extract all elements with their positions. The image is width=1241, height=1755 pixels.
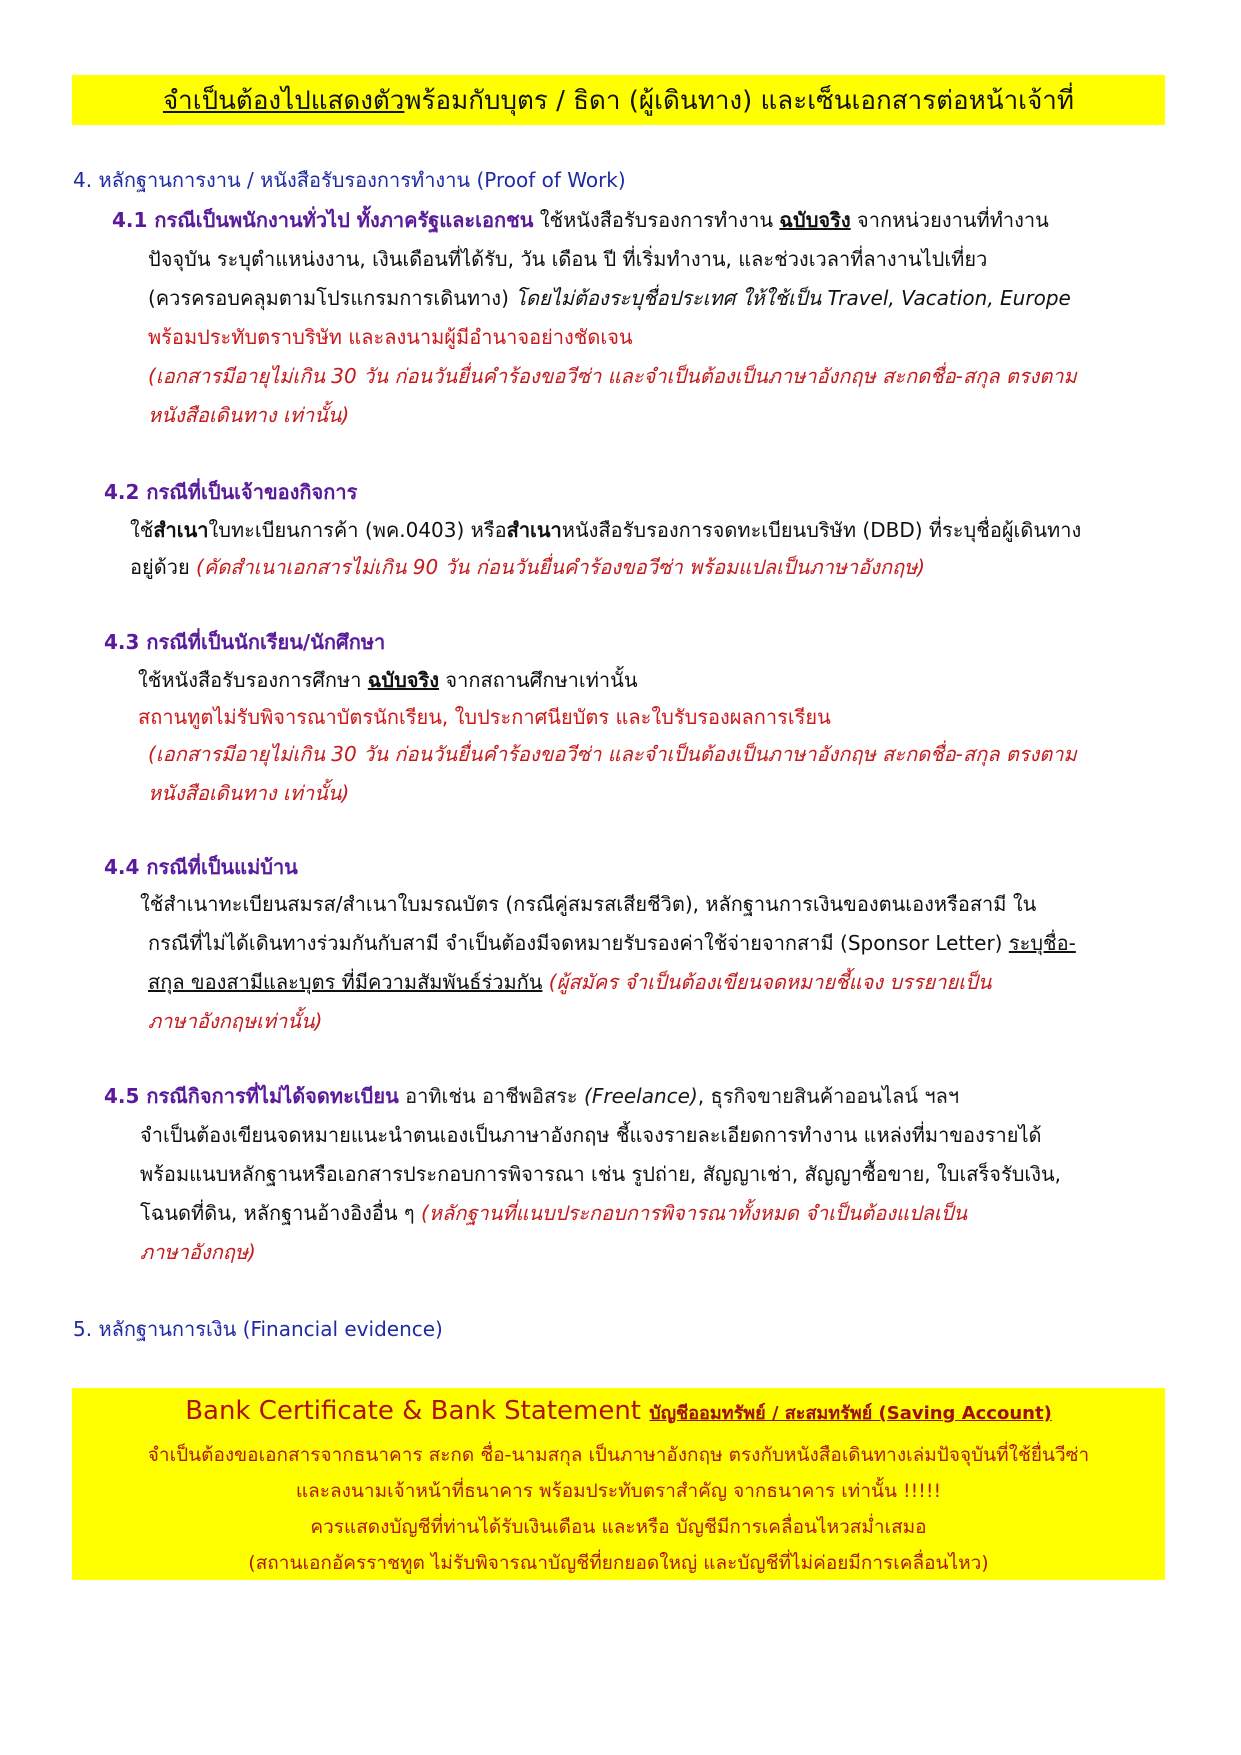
s42-copy-1: สำเนา [153,518,209,542]
bank-line-4: (สถานเอกอัครราชทูต ไม่รับพิจารณาบัญชีที่ยกยอดใหญ่ และบัญชีที่ไม่ค่อยมีการเคลื่อนไหว) [248,1552,989,1574]
bank-requirement-box [72,1388,1165,1580]
banner-emphasis: จำเป็นต้องไปแสดงตัว [162,85,405,116]
s43-line-3: (เอกสารมีอายุไม่เกิน 30 วัน ก่อนวันยื่นคำร้องขอวีซ่า และจำเป็นต้องเป็นภาษาอังกฤษ สะกดชื่อ-สกุล ตรงตาม [148,742,1077,766]
s42-t4: อยู่ด้วย [130,555,197,579]
s43-line-2: สถานทูตไม่รับพิจารณาบัตรนักเรียน, ใบประกาศนียบัตร และใบรับรองผลการเรียน [138,705,831,729]
s45-label: 4.5 กรณีกิจการที่ไม่ได้จดทะเบียน [104,1084,399,1108]
s41-line-3 [148,284,1071,312]
s41-line-6: หนังสือเดินทาง เท่านั้น) [148,403,350,427]
s42-line-2 [130,553,925,581]
s41-line-2: ปัจจุบัน ระบุตำแหน่งงาน, เงินเดือนที่ได้รับ, วัน เดือน ปี ที่เริ่มทำงาน, และช่วงเวลาที่ลางานไปเที่ยว [148,247,988,271]
s45-note: (หลักฐานที่แนบประกอบการพิจารณาทั้งหมด จำเป็นต้องแปลเป็น [421,1201,968,1225]
s41-country-note: โดยไม่ต้องระบุชื่อประเทศ ให้ใช้เป็น Travel, Vacation, Europe [515,286,1071,310]
s41-line-5: (เอกสารมีอายุไม่เกิน 30 วัน ก่อนวันยื่นคำร้องขอวีซ่า และจำเป็นต้องเป็นภาษาอังกฤษ สะกดชื่อ-สกุล ตรงตาม [148,364,1077,388]
s42-copy-2: สำเนา [506,518,562,542]
s45-line-1: จำเป็นต้องเขียนจดหมายแนะนำตนเองเป็นภาษาอังกฤษ ชี้แจงรายละเอียดการทำงาน แหล่งที่มาของรายได้ [140,1123,1042,1147]
s44-line-2 [148,929,1076,957]
s41-text-end: จากหน่วยงานที่ทำงาน [850,208,1049,232]
s45-freelance: (Freelance) [584,1084,698,1108]
s42-t3: หนังสือรับรองการจดทะเบียนบริษัท (DBD) ที่ระบุชื่อผู้เดินทาง [561,518,1082,542]
bank-title-text: Bank Certificate & Bank Statement [185,1396,650,1426]
s44-underlined-1: ระบุชื่อ- [1008,931,1076,955]
s44-line-4: ภาษาอังกฤษเท่านั้น) [148,1009,323,1033]
s43-t1: ใช้หนังสือรับรองการศึกษา [138,668,368,692]
s45-t1: อาทิเช่น อาชีพอิสระ [398,1084,585,1108]
bank-title [72,1396,1165,1427]
s41-line-1 [112,206,1049,234]
s42-t1: ใช้ [130,518,154,542]
s44-line-1: ใช้สำเนาทะเบียนสมรส/สำเนาใบมรณบัตร (กรณีคู่สมรสเสียชีวิต), หลักฐานการเงินของตนเองหรือสามี ใน [140,892,1037,916]
s41-label: 4.1 กรณีเป็นพนักงานทั่วไป ทั้งภาครัฐและเอกชน [112,208,534,232]
s45-line-3 [140,1199,967,1227]
s44-underlined-2: สกุล ของสามีและบุตร ที่มีความสัมพันธ์ร่วมกัน [148,970,543,994]
s42-line-1 [130,516,1081,544]
s43-original-doc: ฉบับจริง [367,668,440,692]
s43-heading: 4.3 กรณีที่เป็นนักเรียน/นักศึกษา [104,630,386,654]
bank-account-type: บัญชีออมทรัพย์ / สะสมทรัพย์ (Saving Account) [649,1403,1052,1424]
s42-note: (คัดสำเนาเอกสารไม่เกิน 90 วัน ก่อนวันยื่นคำร้องขอวีซ่า พร้อมแปลเป็นภาษาอังกฤษ) [196,555,926,579]
s44-heading: 4.4 กรณีที่เป็นแม่บ้าน [104,855,298,879]
s43-line-1 [138,666,638,694]
s45-line-4: ภาษาอังกฤษ) [140,1240,256,1264]
s42-heading: 4.2 กรณีที่เป็นเจ้าของกิจการ [104,480,358,504]
section-5-heading: 5. หลักฐานการเงิน (Financial evidence) [73,1317,443,1341]
s41-text: ใช้หนังสือรับรองการทำงาน [533,208,780,232]
section-4-heading: 4. หลักฐานการงาน / หนังสือรับรองการทำงาน (Proof of Work) [73,168,626,192]
s43-t2: จากสถานศึกษาเท่านั้น [439,668,638,692]
s45-t2: , ธุรกิจขายสินค้าออนไลน์ ฯลฯ [697,1084,960,1108]
s43-line-4: หนังสือเดินทาง เท่านั้น) [148,781,350,805]
s41-line-4: พร้อมประทับตราบริษัท และลงนามผู้มีอำนาจอย่างชัดเจน [148,325,633,349]
bank-line-3: ควรแสดงบัญชีที่ท่านได้รับเงินเดือน และหรือ บัญชีมีการเคลื่อนไหวสม่ำเสมอ [310,1516,927,1538]
s45-heading-line [104,1082,959,1110]
s41-coverage-note: (ควรครอบคลุมตามโปรแกรมการเดินทาง) [148,286,516,310]
s45-line-2: พร้อมแนบหลักฐานหรือเอกสารประกอบการพิจารณา เช่น รูปถ่าย, สัญญาเช่า, สัญญาซื้อขาย, ใบเสร็จรับเงิน, [140,1162,1062,1186]
requirement-banner [72,75,1165,125]
s44-line-3 [148,968,991,996]
s44-note: (ผู้สมัคร จำเป็นต้องเขียนจดหมายชี้แจง บรรยายเป็น [542,970,992,994]
s42-t2: ใบทะเบียนการค้า (พค.0403) หรือ [208,518,507,542]
bank-line-2: และลงนามเจ้าหน้าที่ธนาคาร พร้อมประทับตราสำคัญ จากธนาคาร เท่านั้น !!!!! [295,1480,942,1502]
s41-original-doc: ฉบับจริง [779,208,851,232]
s44-t1: กรณีที่ไม่ได้เดินทางร่วมกันกับสามี จำเป็นต้องมีจดหมายรับรองค่าใช้จ่ายจากสามี (Sponsor Letter) [148,931,1009,955]
s45-t3: โฉนดที่ดิน, หลักฐานอ้างอิงอื่น ๆ [140,1201,421,1225]
banner-text: พร้อมกับบุตร / ธิดา (ผู้เดินทาง) และเซ็นเอกสารต่อหน้าเจ้าที่ [404,85,1075,116]
bank-line-1: จำเป็นต้องขอเอกสารจากธนาคาร สะกด ชื่อ-นามสกุล เป็นภาษาอังกฤษ ตรงกับหนังสือเดินทางเล่มปัจจุบันที่ใช้ยื่นวีซ่า [147,1444,1090,1466]
